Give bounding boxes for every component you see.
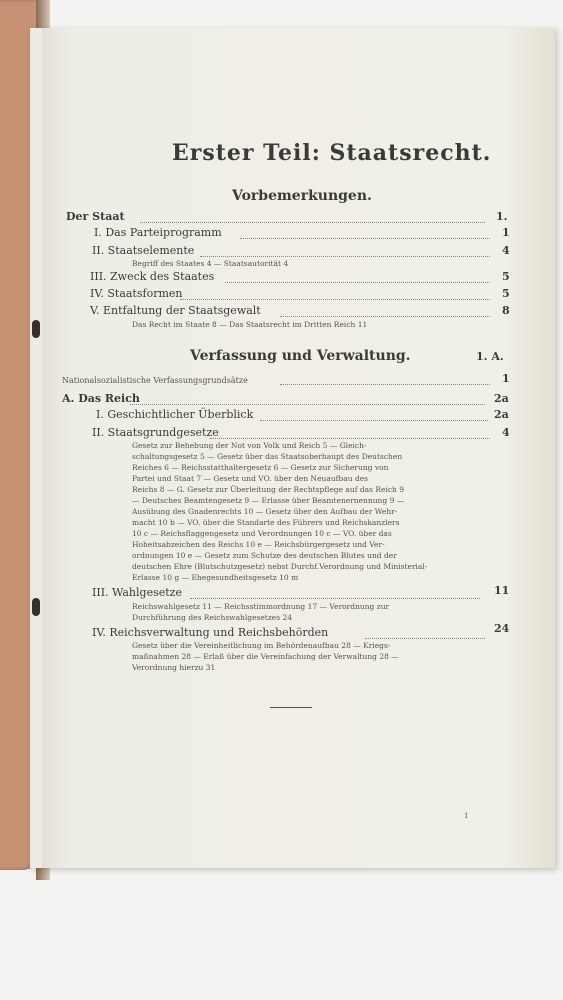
toc-page: 4 bbox=[502, 244, 510, 257]
section-heading-verfassung: Verfassung und Verwaltung. bbox=[190, 348, 411, 364]
toc-page: 1 bbox=[502, 226, 510, 239]
toc-entry: II. Staatselemente bbox=[92, 244, 195, 257]
leader-dots bbox=[225, 282, 490, 283]
leader-dots bbox=[130, 404, 485, 405]
toc-subentry: deutschen Ehre (Blutschutzgesetz) nebst Durchf.Verordnung und Ministerial- bbox=[132, 562, 428, 571]
toc-subentry: 10 c — Reichsflaggengesetz und Verordnungen 10 c — VO. über das bbox=[132, 529, 392, 538]
toc-entry-der-staat: Der Staat bbox=[66, 210, 125, 223]
toc-entry: IV. Reichsverwaltung und Reichsbehörden bbox=[92, 626, 329, 639]
toc-entry-intro: Nationalsozialistische Verfassungsgrundsätze bbox=[62, 376, 248, 385]
toc-subentry: macht 10 b — VO. über die Standarte des Führers und Reichskanzlers bbox=[132, 518, 400, 527]
toc-entry: I. Das Parteiprogramm bbox=[94, 226, 222, 239]
toc-subentry: Reichswahlgesetz 11 — Reichsstimmordnung 17 — Verordnung zur bbox=[132, 602, 390, 611]
toc-subentry: — Deutsches Beamtengesetz 9 — Erlasse über Beamtenernennung 9 — bbox=[132, 496, 405, 505]
toc-subentry: Gesetz zur Behebung der Not von Volk und Reich 5 — Gleich- bbox=[132, 441, 367, 450]
toc-subentry: Erlasse 10 g — Ehegesundheitsgesetz 10 m bbox=[132, 573, 299, 582]
toc-subentry: Ausübung des Gnadenrechts 10 — Gesetz über den Aufbau der Wehr- bbox=[132, 507, 398, 516]
leader-dots bbox=[190, 598, 480, 599]
toc-entry: III. Zweck des Staates bbox=[90, 270, 215, 283]
leader-dots bbox=[260, 420, 488, 421]
binding-hole bbox=[32, 320, 40, 338]
toc-page: 1. bbox=[496, 210, 508, 223]
toc-subentry: Reiches 6 — Reichsstatthaltergesetz 6 — Gesetz zur Sicherung von bbox=[132, 463, 389, 472]
toc-subentry: Begriff des Staates 4 — Staatsautorität 4 bbox=[132, 259, 289, 268]
toc-entry: III. Wahlgesetze bbox=[92, 586, 182, 599]
toc-subentry: Hoheitsabzeichen des Reichs 10 e — Reichsbürgergesetz und Ver- bbox=[132, 540, 385, 549]
toc-entry: IV. Staatsformen bbox=[90, 287, 183, 300]
toc-page: 5 bbox=[502, 287, 510, 300]
section-heading-vorbemerkungen: Vorbemerkungen. bbox=[232, 188, 372, 204]
toc-entry: V. Entfaltung der Staatsgewalt bbox=[90, 304, 261, 317]
toc-subentry: schaltungsgesetz 5 — Gesetz über das Staatsoberhaupt des Deutschen bbox=[132, 452, 403, 461]
toc-subentry: Durchführung des Reichswahlgesetzes 24 bbox=[132, 613, 292, 622]
toc-page: 2a bbox=[494, 392, 509, 405]
toc-subentry: Gesetz über die Vereinheitlichung im Behördenaufbau 28 — Kriegs- bbox=[132, 641, 391, 650]
toc-page: 1 bbox=[502, 372, 510, 385]
toc-page: 2a bbox=[494, 408, 509, 421]
leader-dots bbox=[140, 222, 485, 223]
section-page: 1. A. bbox=[476, 350, 504, 363]
toc-subentry: Verordnung hierzu 31 bbox=[132, 663, 216, 672]
leader-dots bbox=[280, 316, 490, 317]
toc-page: 4 bbox=[502, 426, 510, 439]
toc-subentry: Partei und Staat 7 — Gesetz und VO. über den Neuaufbau des bbox=[132, 474, 369, 483]
leader-dots bbox=[200, 256, 490, 257]
toc-page: 11 bbox=[494, 584, 510, 597]
toc-entry: II. Staatsgrundgesetze bbox=[92, 426, 219, 439]
toc-entry: I. Geschichtlicher Überblick bbox=[96, 408, 254, 421]
binding-hole bbox=[32, 598, 40, 616]
end-rule bbox=[270, 707, 312, 708]
leader-dots bbox=[180, 299, 490, 300]
toc-subentry: Reichs 8 — G. Gesetz zur Überleitung der Rechtspflege auf das Reich 9 bbox=[132, 485, 405, 494]
toc-entry-das-reich: A. Das Reich bbox=[62, 392, 140, 405]
toc-page: 24 bbox=[494, 622, 510, 635]
toc-subentry: ordnungen 10 e — Gesetz zum Schutze des deutschen Blutes und der bbox=[132, 551, 397, 560]
toc-subentry: Das Recht im Staate 8 — Das Staatsrecht im Dritten Reich 11 bbox=[132, 320, 368, 329]
signature-mark: 1 bbox=[464, 812, 469, 820]
toc-subentry: maßnahmen 28 — Erlaß über die Vereinfachung der Verwaltung 28 — bbox=[132, 652, 399, 661]
page-title: Erster Teil: Staatsrecht. bbox=[172, 140, 492, 166]
leader-dots bbox=[365, 638, 485, 639]
leader-dots bbox=[210, 438, 490, 439]
leader-dots bbox=[280, 384, 490, 385]
toc-page: 5 bbox=[502, 270, 510, 283]
leader-dots bbox=[240, 238, 490, 239]
toc-page: 8 bbox=[502, 304, 510, 317]
